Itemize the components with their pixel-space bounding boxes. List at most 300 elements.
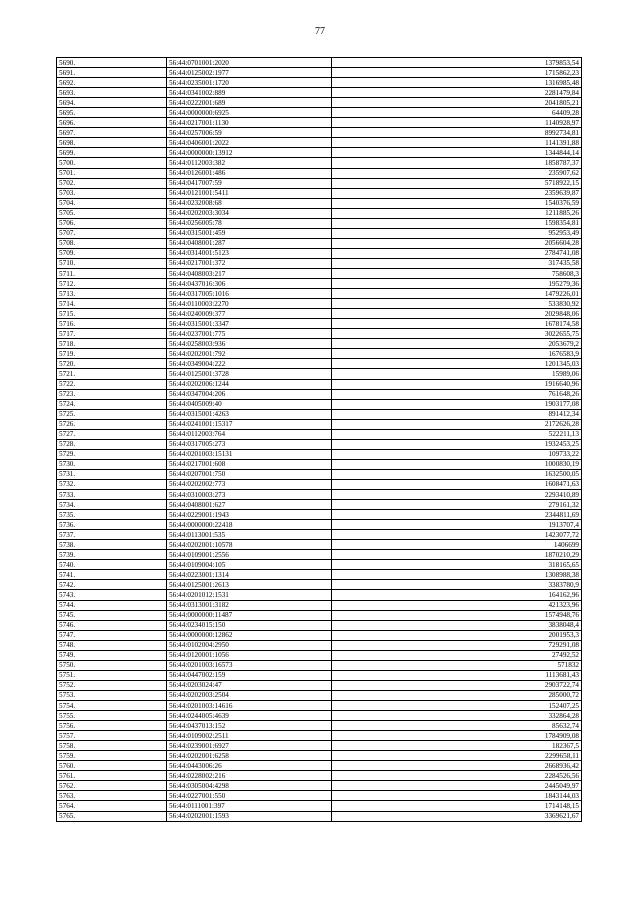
cadastral-value-cell: 2284526,56 bbox=[332, 771, 582, 781]
table-row bbox=[57, 610, 582, 620]
cadastral-number-cell: 56:44:0109002:2511 bbox=[167, 731, 332, 741]
cadastral-value-cell: 2344811,69 bbox=[332, 510, 582, 520]
row-number-cell: 5705. bbox=[57, 208, 167, 218]
row-number-cell: 5746. bbox=[57, 620, 167, 630]
table-row bbox=[57, 389, 582, 399]
cadastral-number-cell: 56:44:0317005:273 bbox=[167, 439, 332, 449]
table-row bbox=[57, 540, 582, 550]
cadastral-value-cell: 5718922,15 bbox=[332, 178, 582, 188]
row-number-cell: 5748. bbox=[57, 640, 167, 650]
cadastral-value-cell: 758608,3 bbox=[332, 268, 582, 278]
cadastral-value-cell: 891412,34 bbox=[332, 409, 582, 419]
cadastral-value-cell: 761648,26 bbox=[332, 389, 582, 399]
table-row bbox=[57, 329, 582, 339]
table-row bbox=[57, 108, 582, 118]
cadastral-value-cell: 1870210,29 bbox=[332, 550, 582, 560]
row-number-cell: 5754. bbox=[57, 701, 167, 711]
cadastral-number-cell: 56:44:0207001:750 bbox=[167, 469, 332, 479]
row-number-cell: 5747. bbox=[57, 630, 167, 640]
cadastral-number-cell: 56:44:0240009:377 bbox=[167, 309, 332, 319]
cadastral-value-cell: 1858787,37 bbox=[332, 158, 582, 168]
cadastral-value-cell: 332864,28 bbox=[332, 711, 582, 721]
cadastral-value-cell: 1201345,03 bbox=[332, 359, 582, 369]
table-row bbox=[57, 198, 582, 208]
cadastral-number-cell: 56:44:0232008:68 bbox=[167, 198, 332, 208]
table-row bbox=[57, 379, 582, 389]
row-number-cell: 5725. bbox=[57, 409, 167, 419]
row-number-cell: 5738. bbox=[57, 540, 167, 550]
table-row bbox=[57, 811, 582, 821]
table-row bbox=[57, 238, 582, 248]
row-number-cell: 5734. bbox=[57, 500, 167, 510]
cadastral-value-cell: 8992734,81 bbox=[332, 128, 582, 138]
table-row bbox=[57, 751, 582, 761]
cadastral-value-cell: 2056604,28 bbox=[332, 238, 582, 248]
table-row bbox=[57, 630, 582, 640]
row-number-cell: 5718. bbox=[57, 339, 167, 349]
cadastral-value-cell: 2903722,74 bbox=[332, 680, 582, 690]
table-row bbox=[57, 439, 582, 449]
table-row bbox=[57, 359, 582, 369]
row-number-cell: 5711. bbox=[57, 268, 167, 278]
row-number-cell: 5723. bbox=[57, 389, 167, 399]
cadastral-value-cell: 1574948,76 bbox=[332, 610, 582, 620]
table-row bbox=[57, 550, 582, 560]
row-number-cell: 5736. bbox=[57, 520, 167, 530]
table-row bbox=[57, 88, 582, 98]
row-number-cell: 5733. bbox=[57, 490, 167, 500]
cadastral-value-cell: 1715862,23 bbox=[332, 68, 582, 78]
cadastral-value-cell: 318165,65 bbox=[332, 560, 582, 570]
cadastral-value-cell: 2041805,21 bbox=[332, 98, 582, 108]
table-row bbox=[57, 148, 582, 158]
row-number-cell: 5696. bbox=[57, 118, 167, 128]
table-row bbox=[57, 711, 582, 721]
row-number-cell: 5690. bbox=[57, 58, 167, 68]
table-row bbox=[57, 459, 582, 469]
cadastral-number-cell: 56:44:0126001:486 bbox=[167, 168, 332, 178]
cadastral-number-cell: 56:44:0112003:764 bbox=[167, 429, 332, 439]
table-row bbox=[57, 660, 582, 670]
cadastral-value-cell: 1141391,88 bbox=[332, 138, 582, 148]
cadastral-number-cell: 56:44:0237001:775 bbox=[167, 329, 332, 339]
cadastral-number-cell: 56:44:0228002:216 bbox=[167, 771, 332, 781]
cadastral-value-cell: 164162,96 bbox=[332, 590, 582, 600]
cadastral-number-cell: 56:44:0447002:159 bbox=[167, 670, 332, 680]
cadastral-value-cell: 3369621,67 bbox=[332, 811, 582, 821]
cadastral-number-cell: 56:44:0201003:15131 bbox=[167, 449, 332, 459]
row-number-cell: 5729. bbox=[57, 449, 167, 459]
cadastral-value-cell: 3022655,75 bbox=[332, 329, 582, 339]
table-row bbox=[57, 570, 582, 580]
row-number-cell: 5706. bbox=[57, 218, 167, 228]
cadastral-number-cell: 56:44:0317005:1016 bbox=[167, 289, 332, 299]
row-number-cell: 5760. bbox=[57, 761, 167, 771]
table-row bbox=[57, 620, 582, 630]
row-number-cell: 5702. bbox=[57, 178, 167, 188]
cadastral-number-cell: 56:44:0125001:3728 bbox=[167, 369, 332, 379]
row-number-cell: 5761. bbox=[57, 771, 167, 781]
cadastral-number-cell: 56:44:0112003:382 bbox=[167, 158, 332, 168]
cadastral-number-cell: 56:44:0201003:14616 bbox=[167, 701, 332, 711]
cadastral-number-cell: 56:44:0239001:6927 bbox=[167, 741, 332, 751]
cadastral-number-cell: 56:44:0405009:40 bbox=[167, 399, 332, 409]
cadastral-number-cell: 56:44:0000000:12862 bbox=[167, 630, 332, 640]
table-row bbox=[57, 228, 582, 238]
table-row bbox=[57, 289, 582, 299]
cadastral-value-cell: 522211,13 bbox=[332, 429, 582, 439]
table-row bbox=[57, 188, 582, 198]
row-number-cell: 5758. bbox=[57, 741, 167, 751]
cadastral-number-cell: 56:44:0113001:535 bbox=[167, 530, 332, 540]
cadastral-number-cell: 56:44:0202003:3034 bbox=[167, 208, 332, 218]
cadastral-value-cell: 1344844,14 bbox=[332, 148, 582, 158]
table-row bbox=[57, 590, 582, 600]
table-row bbox=[57, 369, 582, 379]
row-number-cell: 5704. bbox=[57, 198, 167, 208]
row-number-cell: 5694. bbox=[57, 98, 167, 108]
cadastral-number-cell: 56:44:0408003:217 bbox=[167, 268, 332, 278]
cadastral-value-cell: 182367,5 bbox=[332, 741, 582, 751]
cadastral-number-cell: 56:44:0120001:1056 bbox=[167, 650, 332, 660]
cadastral-number-cell: 56:44:0125001:2613 bbox=[167, 580, 332, 590]
cadastral-value-cell: 1632500,05 bbox=[332, 469, 582, 479]
cadastral-value-cell: 2029848,06 bbox=[332, 309, 582, 319]
cadastral-number-cell: 56:44:0256005:78 bbox=[167, 218, 332, 228]
table-row bbox=[57, 98, 582, 108]
table-row bbox=[57, 68, 582, 78]
cadastral-value-cell: 85632,74 bbox=[332, 721, 582, 731]
table-row bbox=[57, 731, 582, 741]
cadastral-number-cell: 56:44:0202001:6258 bbox=[167, 751, 332, 761]
cadastral-number-cell: 56:44:0229001:1943 bbox=[167, 510, 332, 520]
cadastral-value-cell: 64409,28 bbox=[332, 108, 582, 118]
table-row bbox=[57, 258, 582, 268]
cadastral-value-cell: 1000830,19 bbox=[332, 459, 582, 469]
table-row bbox=[57, 429, 582, 439]
table-row bbox=[57, 469, 582, 479]
cadastral-number-cell: 56:44:0000000:22418 bbox=[167, 520, 332, 530]
table-row bbox=[57, 449, 582, 459]
cadastral-number-cell: 56:44:0202001:10578 bbox=[167, 540, 332, 550]
cadastral-value-cell: 285000,72 bbox=[332, 690, 582, 700]
cadastral-number-cell: 56:44:0315001:4263 bbox=[167, 409, 332, 419]
cadastral-number-cell: 56:44:0217001:372 bbox=[167, 258, 332, 268]
row-number-cell: 5695. bbox=[57, 108, 167, 118]
cadastral-value-cell: 1676583,9 bbox=[332, 349, 582, 359]
row-number-cell: 5727. bbox=[57, 429, 167, 439]
cadastral-number-cell: 56:44:0244005:4639 bbox=[167, 711, 332, 721]
row-number-cell: 5697. bbox=[57, 128, 167, 138]
row-number-cell: 5693. bbox=[57, 88, 167, 98]
row-number-cell: 5756. bbox=[57, 721, 167, 731]
row-number-cell: 5712. bbox=[57, 279, 167, 289]
cadastral-number-cell: 56:44:0341002:889 bbox=[167, 88, 332, 98]
table-row bbox=[57, 78, 582, 88]
cadastral-value-cell: 1308988,38 bbox=[332, 570, 582, 580]
row-number-cell: 5692. bbox=[57, 78, 167, 88]
cadastral-value-cell: 317435,58 bbox=[332, 258, 582, 268]
cadastral-number-cell: 56:44:0701001:2020 bbox=[167, 58, 332, 68]
row-number-cell: 5707. bbox=[57, 228, 167, 238]
row-number-cell: 5726. bbox=[57, 419, 167, 429]
table-row bbox=[57, 690, 582, 700]
cadastral-number-cell: 56:44:0202003:2504 bbox=[167, 690, 332, 700]
cadastral-value-cell: 109733,22 bbox=[332, 449, 582, 459]
page-number: 77 bbox=[315, 26, 325, 37]
row-number-cell: 5755. bbox=[57, 711, 167, 721]
row-number-cell: 5699. bbox=[57, 148, 167, 158]
table-row bbox=[57, 409, 582, 419]
cadastral-value-cell: 952953,49 bbox=[332, 228, 582, 238]
cadastral-number-cell: 56:44:0000000:11487 bbox=[167, 610, 332, 620]
table-row bbox=[57, 801, 582, 811]
row-number-cell: 5739. bbox=[57, 550, 167, 560]
row-number-cell: 5751. bbox=[57, 670, 167, 680]
cadastral-value-cell: 3383780,9 bbox=[332, 580, 582, 590]
row-number-cell: 5709. bbox=[57, 248, 167, 258]
cadastral-number-cell: 56:44:0000000:6925 bbox=[167, 108, 332, 118]
cadastral-number-cell: 56:44:0234015:150 bbox=[167, 620, 332, 630]
cadastral-value-cell: 1140928,97 bbox=[332, 118, 582, 128]
table-row bbox=[57, 128, 582, 138]
table-row bbox=[57, 771, 582, 781]
row-number-cell: 5749. bbox=[57, 650, 167, 660]
table-row bbox=[57, 560, 582, 570]
row-number-cell: 5741. bbox=[57, 570, 167, 580]
table-row bbox=[57, 600, 582, 610]
table-row bbox=[57, 268, 582, 278]
row-number-cell: 5714. bbox=[57, 299, 167, 309]
table-row bbox=[57, 248, 582, 258]
row-number-cell: 5719. bbox=[57, 349, 167, 359]
cadastral-value-table bbox=[56, 57, 582, 822]
row-number-cell: 5740. bbox=[57, 560, 167, 570]
cadastral-value-cell: 152407,25 bbox=[332, 701, 582, 711]
row-number-cell: 5722. bbox=[57, 379, 167, 389]
table-row bbox=[57, 419, 582, 429]
table-row bbox=[57, 680, 582, 690]
cadastral-value-cell: 1479226,01 bbox=[332, 289, 582, 299]
cadastral-number-cell: 56:44:0125002:1977 bbox=[167, 68, 332, 78]
cadastral-value-cell: 1423077,72 bbox=[332, 530, 582, 540]
table-row bbox=[57, 640, 582, 650]
table-row bbox=[57, 490, 582, 500]
table-row bbox=[57, 138, 582, 148]
cadastral-number-cell: 56:44:0202001:1593 bbox=[167, 811, 332, 821]
cadastral-value-cell: 2293410,89 bbox=[332, 490, 582, 500]
cadastral-number-cell: 56:44:0315001:459 bbox=[167, 228, 332, 238]
row-number-cell: 5753. bbox=[57, 690, 167, 700]
cadastral-number-cell: 56:44:0406001:2022 bbox=[167, 138, 332, 148]
row-number-cell: 5735. bbox=[57, 510, 167, 520]
table-row bbox=[57, 791, 582, 801]
cadastral-number-cell: 56:44:0258003:936 bbox=[167, 339, 332, 349]
cadastral-number-cell: 56:44:0109004:105 bbox=[167, 560, 332, 570]
table-row bbox=[57, 319, 582, 329]
cadastral-number-cell: 56:44:0443006:26 bbox=[167, 761, 332, 771]
cadastral-number-cell: 56:44:0121001:5411 bbox=[167, 188, 332, 198]
table-row bbox=[57, 399, 582, 409]
cadastral-value-cell: 1678174,58 bbox=[332, 319, 582, 329]
cadastral-number-cell: 56:44:0111001:397 bbox=[167, 801, 332, 811]
table-row bbox=[57, 701, 582, 711]
cadastral-number-cell: 56:44:0222001:689 bbox=[167, 98, 332, 108]
table-row bbox=[57, 58, 582, 68]
cadastral-number-cell: 56:44:0408001:287 bbox=[167, 238, 332, 248]
cadastral-number-cell: 56:44:0223001:1314 bbox=[167, 570, 332, 580]
table-row bbox=[57, 520, 582, 530]
cadastral-number-cell: 56:44:0201012:1531 bbox=[167, 590, 332, 600]
row-number-cell: 5765. bbox=[57, 811, 167, 821]
cadastral-value-cell: 1913707,4 bbox=[332, 520, 582, 530]
cadastral-number-cell: 56:44:0349004:222 bbox=[167, 359, 332, 369]
cadastral-value-cell: 1598354,81 bbox=[332, 218, 582, 228]
cadastral-number-cell: 56:44:0315001:3347 bbox=[167, 319, 332, 329]
row-number-cell: 5731. bbox=[57, 469, 167, 479]
cadastral-number-cell: 56:44:0102004:2950 bbox=[167, 640, 332, 650]
cadastral-value-cell: 421323,96 bbox=[332, 600, 582, 610]
row-number-cell: 5701. bbox=[57, 168, 167, 178]
table-body bbox=[57, 58, 582, 822]
cadastral-number-cell: 56:44:0437013:152 bbox=[167, 721, 332, 731]
table-row bbox=[57, 178, 582, 188]
cadastral-value-cell: 1406699 bbox=[332, 540, 582, 550]
table-row bbox=[57, 510, 582, 520]
cadastral-number-cell: 56:44:0305004:4298 bbox=[167, 781, 332, 791]
table-row bbox=[57, 118, 582, 128]
row-number-cell: 5750. bbox=[57, 660, 167, 670]
cadastral-number-cell: 56:44:0235001:1720 bbox=[167, 78, 332, 88]
row-number-cell: 5698. bbox=[57, 138, 167, 148]
table-row bbox=[57, 781, 582, 791]
row-number-cell: 5717. bbox=[57, 329, 167, 339]
cadastral-number-cell: 56:44:0314001:5123 bbox=[167, 248, 332, 258]
cadastral-value-cell: 279161,32 bbox=[332, 500, 582, 510]
cadastral-value-cell: 2445049,97 bbox=[332, 781, 582, 791]
cadastral-value-cell: 2668936,42 bbox=[332, 761, 582, 771]
row-number-cell: 5752. bbox=[57, 680, 167, 690]
cadastral-value-cell: 571832 bbox=[332, 660, 582, 670]
cadastral-number-cell: 56:44:0408001:627 bbox=[167, 500, 332, 510]
cadastral-number-cell: 56:44:0313001:3182 bbox=[167, 600, 332, 610]
row-number-cell: 5742. bbox=[57, 580, 167, 590]
row-number-cell: 5764. bbox=[57, 801, 167, 811]
cadastral-value-cell: 2281479,84 bbox=[332, 88, 582, 98]
cadastral-number-cell: 56:44:0217001:608 bbox=[167, 459, 332, 469]
cadastral-value-cell: 3838048,4 bbox=[332, 620, 582, 630]
table-row bbox=[57, 530, 582, 540]
row-number-cell: 5763. bbox=[57, 791, 167, 801]
cadastral-value-cell: 195279,36 bbox=[332, 279, 582, 289]
cadastral-value-cell: 1211885,26 bbox=[332, 208, 582, 218]
cadastral-number-cell: 56:44:0201003:16573 bbox=[167, 660, 332, 670]
cadastral-number-cell: 56:44:0310003:273 bbox=[167, 490, 332, 500]
row-number-cell: 5757. bbox=[57, 731, 167, 741]
cadastral-number-cell: 56:44:0202001:792 bbox=[167, 349, 332, 359]
cadastral-value-cell: 27492,52 bbox=[332, 650, 582, 660]
row-number-cell: 5721. bbox=[57, 369, 167, 379]
row-number-cell: 5732. bbox=[57, 479, 167, 489]
cadastral-number-cell: 56:44:0109001:2556 bbox=[167, 550, 332, 560]
cadastral-number-cell: 56:44:0000000:13912 bbox=[167, 148, 332, 158]
row-number-cell: 5745. bbox=[57, 610, 167, 620]
cadastral-value-cell: 1379853,54 bbox=[332, 58, 582, 68]
cadastral-value-cell: 729291,08 bbox=[332, 640, 582, 650]
cadastral-value-cell: 15989,06 bbox=[332, 369, 582, 379]
row-number-cell: 5691. bbox=[57, 68, 167, 78]
table-row bbox=[57, 279, 582, 289]
table-row bbox=[57, 208, 582, 218]
table-row bbox=[57, 299, 582, 309]
cadastral-number-cell: 56:44:0257006:59 bbox=[167, 128, 332, 138]
cadastral-number-cell: 56:44:0202002:773 bbox=[167, 479, 332, 489]
table-row bbox=[57, 349, 582, 359]
row-number-cell: 5708. bbox=[57, 238, 167, 248]
cadastral-value-cell: 533830,92 bbox=[332, 299, 582, 309]
table-row bbox=[57, 309, 582, 319]
table-row bbox=[57, 580, 582, 590]
row-number-cell: 5713. bbox=[57, 289, 167, 299]
cadastral-value-cell: 1932453,25 bbox=[332, 439, 582, 449]
table-row bbox=[57, 168, 582, 178]
table-row bbox=[57, 721, 582, 731]
cadastral-number-cell: 56:44:0227001:550 bbox=[167, 791, 332, 801]
cadastral-value-cell: 1916640,96 bbox=[332, 379, 582, 389]
row-number-cell: 5730. bbox=[57, 459, 167, 469]
cadastral-value-cell: 1113681,43 bbox=[332, 670, 582, 680]
table-row bbox=[57, 741, 582, 751]
cadastral-value-cell: 2172626,28 bbox=[332, 419, 582, 429]
row-number-cell: 5737. bbox=[57, 530, 167, 540]
cadastral-number-cell: 56:44:0241001:15317 bbox=[167, 419, 332, 429]
cadastral-value-cell: 1608471,63 bbox=[332, 479, 582, 489]
table-row bbox=[57, 339, 582, 349]
cadastral-number-cell: 56:44:0417007:59 bbox=[167, 178, 332, 188]
cadastral-number-cell: 56:44:0110003:2270 bbox=[167, 299, 332, 309]
row-number-cell: 5728. bbox=[57, 439, 167, 449]
cadastral-number-cell: 56:44:0217001:1130 bbox=[167, 118, 332, 128]
cadastral-value-cell: 2359639,87 bbox=[332, 188, 582, 198]
row-number-cell: 5743. bbox=[57, 590, 167, 600]
cadastral-value-cell: 1714148,15 bbox=[332, 801, 582, 811]
table-row bbox=[57, 158, 582, 168]
table-row bbox=[57, 500, 582, 510]
cadastral-value-cell: 1316985,48 bbox=[332, 78, 582, 88]
table-row bbox=[57, 670, 582, 680]
table-row bbox=[57, 479, 582, 489]
cadastral-value-cell: 235907,62 bbox=[332, 168, 582, 178]
cadastral-value-cell: 2784741,08 bbox=[332, 248, 582, 258]
table-row bbox=[57, 218, 582, 228]
cadastral-value-cell: 1540376,59 bbox=[332, 198, 582, 208]
cadastral-value-cell: 1784909,08 bbox=[332, 731, 582, 741]
row-number-cell: 5715. bbox=[57, 309, 167, 319]
row-number-cell: 5716. bbox=[57, 319, 167, 329]
cadastral-value-cell: 2053679,2 bbox=[332, 339, 582, 349]
row-number-cell: 5703. bbox=[57, 188, 167, 198]
table-row bbox=[57, 650, 582, 660]
cadastral-number-cell: 56:44:0202006:1244 bbox=[167, 379, 332, 389]
row-number-cell: 5720. bbox=[57, 359, 167, 369]
cadastral-number-cell: 56:44:0203024:47 bbox=[167, 680, 332, 690]
row-number-cell: 5762. bbox=[57, 781, 167, 791]
cadastral-value-cell: 1843144,03 bbox=[332, 791, 582, 801]
table-row bbox=[57, 761, 582, 771]
row-number-cell: 5700. bbox=[57, 158, 167, 168]
cadastral-number-cell: 56:44:0437016:306 bbox=[167, 279, 332, 289]
row-number-cell: 5744. bbox=[57, 600, 167, 610]
